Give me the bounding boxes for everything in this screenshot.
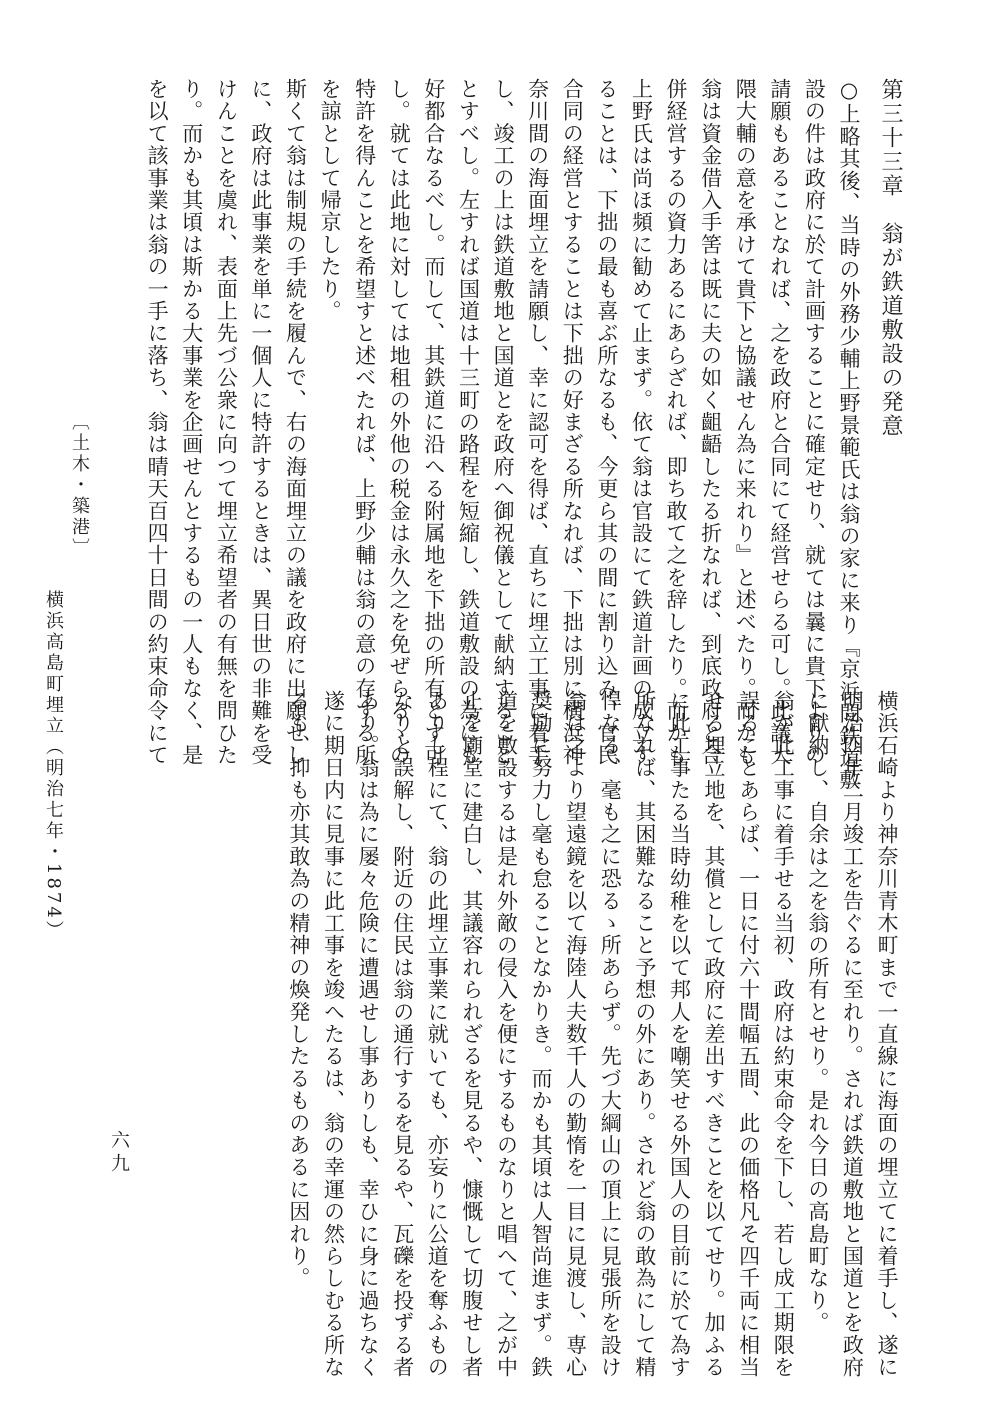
text-column: 所なれば、其困難なること予想の外にあり。されど翁の敢為にして精 xyxy=(632,690,657,1379)
page-number: 六九 xyxy=(108,1130,130,1176)
text-column: 好都合なるべし。而して、其鉄道に沿へる附属地を下拙の所有とす可 xyxy=(421,78,446,767)
text-column: を以て該事業は翁の一手に落ち、翁は晴天百四十日間の約束命令にて xyxy=(145,78,170,767)
text-column: し。就ては此地に対しては地租の外他の税金は永久之を免ぜらるゝの xyxy=(387,78,412,767)
chapter-title: 第三十三章 翁が鉄道敷設の発意 xyxy=(878,78,903,438)
text-column: 遂に期日内に見事に此工事を竣へたるは、翁の幸運の然らしむる所な xyxy=(321,690,346,1379)
text-column: に献納し、自余は之を翁の所有とせり。是れ今日の高島町なり。 xyxy=(805,690,830,1334)
footer-category: 〔土木・築港〕 xyxy=(69,412,90,559)
text-column: ることは、下拙の最も喜ぶ所なるも、今更ら其の間に割り込み、官民 xyxy=(594,78,619,767)
text-column: 併経営するの資力あるにあらざれば、即ち敢て之を辞したり。而かも xyxy=(664,78,689,767)
lower-text-block xyxy=(252,690,904,1379)
text-column: 奨励に努力し毫も怠ることなかりき。而かも其頃は人智尚進まず。鉄 xyxy=(529,690,554,1379)
text-column: に此工事たる当時幼稚を以て邦人を嘲笑せる外国人の目前に於て為す xyxy=(667,690,692,1379)
text-column: を諒として帰京したり。 xyxy=(318,78,343,323)
text-column: 設の件は政府に於て計画することに確定せり、就ては曩に貴下よりの xyxy=(802,78,827,767)
text-column: し、竣工の上は鉄道敷地と国道とを政府へ御祝儀として献納すること xyxy=(491,78,516,767)
text-column: 斯くて翁は制規の手続を履んで、右の海面埋立の議を政府に出願せし xyxy=(283,78,308,767)
text-column: けんことを虞れ、表面上先づ公衆に向つて埋立希望者の有無を問ひた xyxy=(214,78,239,767)
text-column: ありし程にて、翁の此埋立事業に就いても、亦妄りに公道を奪ふもの xyxy=(425,690,450,1379)
upper-text-block xyxy=(100,78,866,792)
text-column: に、政府は此事業を単に一個人に特許するときは、異日世の非難を受 xyxy=(248,78,273,767)
footer-section-title: 横浜高島町埋立（明治七年・1874） xyxy=(43,590,64,942)
text-column: あり。翁は為に屡々危険に遭遇せし事ありしも、幸ひに身に過ちなく xyxy=(356,690,381,1379)
text-column: 翁は之より望遠鏡を以て海陸人夫数千人の勤惰を一目に見渡し、専心 xyxy=(563,690,588,1379)
text-column: 悍なる、毫も之に恐るゝ所あらず。先づ大綱山の頂上に見張所を設け xyxy=(598,690,623,1379)
text-column: なりと誤解し、附近の住民は翁の通行するを見るや、瓦礫を投ずる者 xyxy=(390,690,415,1379)
text-column: 明治四年二月竣工を告ぐるに至れり。されば鉄道敷地と国道とを政府 xyxy=(840,690,865,1379)
text-column: 止を廟堂に建白し、其議容れられざるを見るや、慷慨して切腹せし者 xyxy=(459,690,484,1379)
text-column: 道を敷設するは是れ外敵の侵入を便にするものなりと唱へて、之が中 xyxy=(494,690,519,1379)
text-column: 上野氏は尚ほ頻に勧めて止まず。依て翁は官設にて鉄道計画の成立す xyxy=(629,78,654,767)
text-column: 特許を得んことを希望すと述べたれば、上野少輔は翁の意の存する所 xyxy=(352,78,377,767)
text-column: せる埋立地を、其償として政府に差出すべきことを以てせり。加ふる xyxy=(702,690,727,1379)
text-column: ○上略其後、当時の外務少輔上野景範氏は翁の家に来り『京浜間鉄道敷 xyxy=(837,78,861,792)
text-column: 翁が此工事に着手せる当初、政府は約束命令を下し、若し成工期限を xyxy=(771,690,796,1379)
text-column: 横浜石崎より神奈川青木町まで一直線に海面の埋立てに着手し、遂に xyxy=(875,690,899,1379)
text-column: とすべし。左すれば国道は十三町の路程を短縮し、鉄道敷設の為にも xyxy=(456,78,481,767)
text-column: 翁は資金借入手筈は既に夫の如く齟齬したる折なれば、到底政府と合 xyxy=(698,78,723,767)
text-column: 請願もあることなれば、之を政府と合同にて経営せらる可し。此議大 xyxy=(767,78,792,767)
text-column: るも、抑も亦其敢為の精神の煥発したるものあるに因れり。 xyxy=(286,690,311,1290)
text-column: 合同の経営とすることは下拙の好まざる所なれば、下拙は別に横浜神 xyxy=(560,78,585,767)
text-column: 奈川間の海面埋立を請願し、幸に認可を得ば、直ちに埋立工事に着手 xyxy=(525,78,550,767)
text-column: り。而かも其頃は斯かる大事業を企画せんとするもの一人もなく、是 xyxy=(179,78,204,767)
text-column: 誤ることあらば、一日に付六十間幅五間、此の価格凡そ四千両に相当 xyxy=(736,690,761,1379)
text-column: 隈大輔の意を承けて貴下と協議せん為に来れり』と述べたり。而かも xyxy=(733,78,758,767)
